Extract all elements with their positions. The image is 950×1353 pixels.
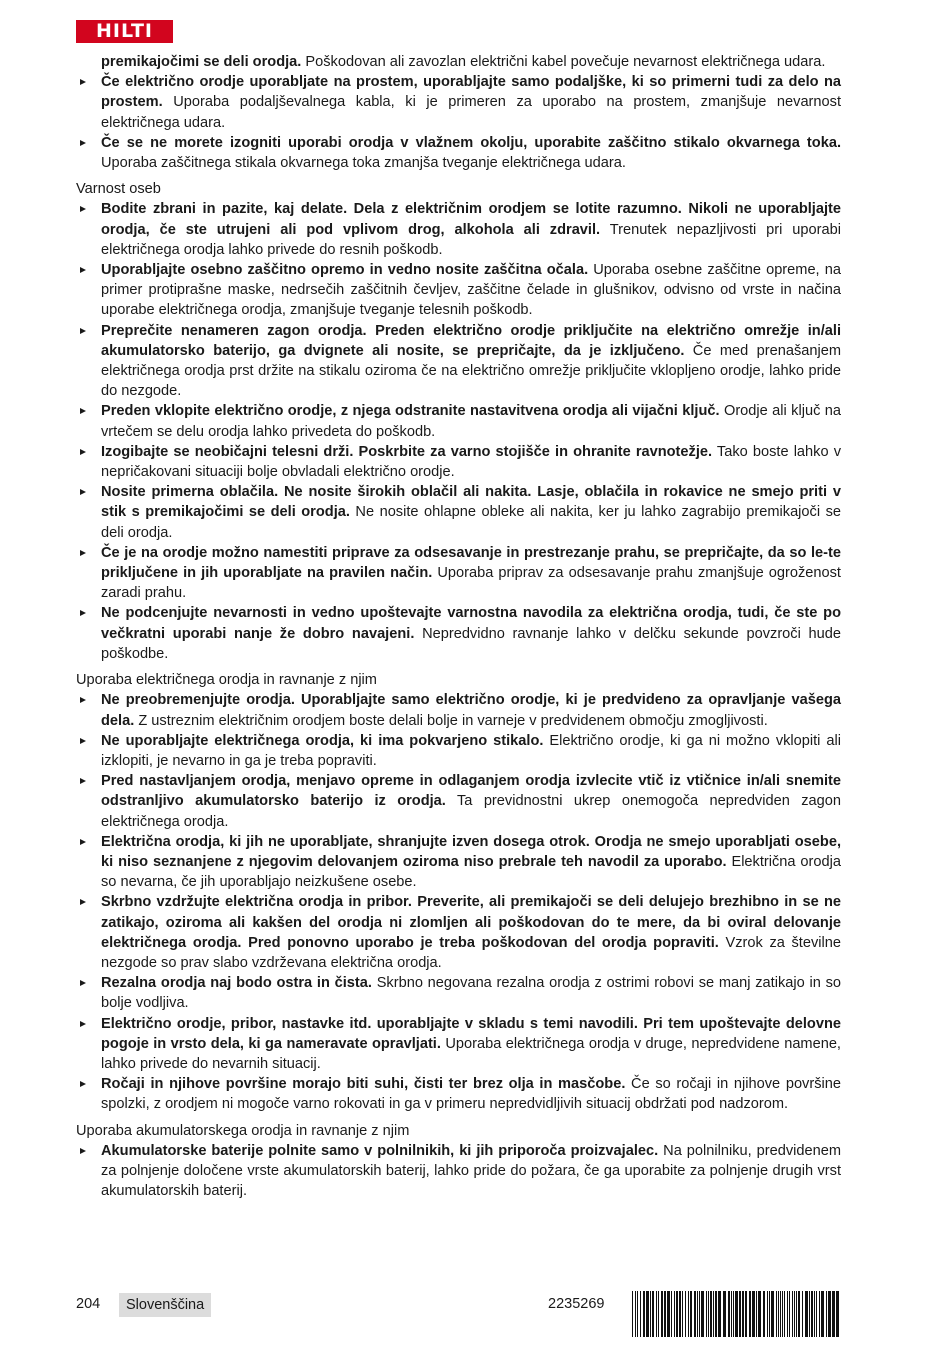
triangle-bullet-icon <box>80 778 86 784</box>
triangle-bullet-icon <box>80 697 86 703</box>
list-item: Preden vklopite električno orodje, z njega odstranite nastavitvena orodja ali vijačni ključ. Orodje ali ključ na vrtečem se delu orodja lahko privedeta do poškodb. <box>76 401 841 441</box>
list-item: Ročaji in njihove površine morajo biti suhi, čisti ter brez olja in masčobe. Če so ročaji in njihove površine spolzki, z orodjem ni mogoče varno rokovati in ga v primeru nepredvidljivih situacij obdržati pod nadzorom. <box>76 1074 841 1114</box>
list-item: Ne podcenjujte nevarnosti in vedno upoštevajte varnostna navodila za električna orodja, tudi, če ste po večkratni uporabi nanje že dobro navajeni. Nepredvidno ravnanje lahko v delčku sekunde povzroči hude poškodbe. <box>76 603 841 664</box>
section-heading: Uporaba električnega orodja in ravnanje z njim <box>76 672 377 689</box>
triangle-bullet-icon <box>80 328 86 334</box>
list-item: Pred nastavljanjem orodja, menjavo opreme in odlaganjem orodja izvlecite vtič iz vtičnice in/ali snemite odstranljivo akumulatorsko baterijo iz orodja. Ta previdnostni ukrep onemogoča nepredviden zagon električnega orodja. <box>76 771 841 832</box>
page-footer <box>0 1293 950 1333</box>
triangle-bullet-icon <box>80 79 86 85</box>
list-item: Če je na orodje možno namestiti priprave za odsesavanje in prestrezanje prahu, se prepričajte, da so le-te priključene in jih uporabljate na pravilen način. Uporaba priprav za odsesavanje prahu zmanjšuje ogroženost zaradi prahu. <box>76 543 841 604</box>
list-item: Električna orodja, ki jih ne uporabljate, shranjujte izven dosega otrok. Orodja ne smejo uporabljati osebe, ki niso seznanjene z njegovim delovanjem oziroma niso prebrale teh navodil za uporabo. Električna orodja so nevarna, če jih uporabljajo neizkušene osebe. <box>76 832 841 893</box>
triangle-bullet-icon <box>80 206 86 212</box>
triangle-bullet-icon <box>80 140 86 146</box>
triangle-bullet-icon <box>80 489 86 495</box>
hilti-logo: HILTI <box>76 20 173 43</box>
triangle-bullet-icon <box>80 449 86 455</box>
list-item: Uporabljajte osebno zaščitno opremo in vedno nosite zaščitna očala. Uporaba osebne zaščitne opreme, na primer protiprašne maske, nedrsečih zaščitnih čevljev, zaščitne čelade in glušnikov, odvisno od vrste in načina uporabe električnega orodja, zmanjšuje tveganje telesnih poškodb. <box>76 260 841 321</box>
list-item: Rezalna orodja naj bodo ostra in čista. Skrbno negovana rezalna orodja z ostrimi robovi se manj zatikajo in so bolje vodljiva. <box>76 973 841 1013</box>
list-item: Ne preobremenjujte orodja. Uporabljajte samo električno orodje, ki je predvideno za opravljanje vašega dela. Z ustreznim električnim orodjem boste delali bolje in varneje v predvidenem območju zmogljivosti. <box>76 690 841 730</box>
triangle-bullet-icon <box>80 550 86 556</box>
triangle-bullet-icon <box>80 610 86 616</box>
section-heading: Uporaba akumulatorskega orodja in ravnanje z njim <box>76 1122 410 1139</box>
triangle-bullet-icon <box>80 980 86 986</box>
continued-paragraph: premikajočimi se deli orodja. Poškodovan ali zavozlan električni kabel povečuje nevarnost električnega udara. <box>101 54 826 70</box>
triangle-bullet-icon <box>80 1148 86 1154</box>
list-item: Preprečite nenameren zagon orodja. Preden električno orodje priključite na električno omrežje in/ali akumulatorsko baterijo, ga dvignete ali nosite, se prepričajte, da je izključeno. Če med prenašanjem električnega orodja prst držite na stikalu oziroma če na električno omrežje priključite vklopljeno orodje, lahko pride do nezgode. <box>76 321 841 402</box>
list-item: Bodite zbrani in pazite, kaj delate. Dela z električnim orodjem se lotite razumno. Nikoli ne uporabljajte orodja, če ste utrujeni ali pod vplivom drog, alkohola ali zdravil. Trenutek nepazljivosti pri uporabi električnega orodja lahko privede do resnih poškodb. <box>76 199 841 260</box>
triangle-bullet-icon <box>80 1081 86 1087</box>
page-number: 204 <box>76 1296 101 1312</box>
list-item: Skrbno vzdržujte električna orodja in pribor. Preverite, ali premikajoči se deli delujejo brezhibno in se ne zatikajo, oziroma ali kakšen del orodja ni zlomljen ali poškodovan do te mere, da bi oviral delovanje električnega orodja. Pred ponovno uporabo je treba poškodovan del orodja popraviti. Vzrok za številne nezgode so prav slabo vzdrževana električna orodja. <box>76 892 841 973</box>
triangle-bullet-icon <box>80 839 86 845</box>
triangle-bullet-icon <box>80 1021 86 1027</box>
list-item: Akumulatorske baterije polnite samo v polnilnikih, ki jih priporoča proizvajalec. Na polnilniku, predvidenem za polnjenje določene vrste akumulatorskih baterij, lahko pride do požara, če ga uporabite za polnjenje drugih vrst akumulatorskih baterij. <box>76 1141 841 1202</box>
list-item: Če se ne morete izogniti uporabi orodja v vlažnem okolju, uporabite zaščitno stikalo okvarnega toka. Uporaba zaščitnega stikala okvarnega toka zmanjša tveganje električnega udara. <box>76 133 841 173</box>
triangle-bullet-icon <box>80 738 86 744</box>
document-number: 2235269 <box>548 1296 605 1312</box>
list-item: Ne uporabljajte električnega orodja, ki ima pokvarjeno stikalo. Električno orodje, ki ga ni možno vklopiti ali izklopiti, je nevarno in ga je treba popraviti. <box>76 731 841 771</box>
section-heading: Varnost oseb <box>76 181 161 198</box>
triangle-bullet-icon <box>80 899 86 905</box>
list-item: Izogibajte se neobičajni telesni drži. Poskrbite za varno stojišče in ohranite ravnotežje. Tako boste lahko v nepričakovani situaciji bolje obvladali električno orodje. <box>76 442 841 482</box>
list-item: Električno orodje, pribor, nastavke itd. uporabljajte v skladu s temi navodili. Pri tem upoštevajte delovne pogoje in vrsto dela, ki ga nameravate opravljati. Uporaba električnega orodja v druge, nepredvidene namene, lahko privede do nevarnih situacij. <box>76 1014 841 1075</box>
safety-instructions <box>76 52 841 1201</box>
triangle-bullet-icon <box>80 408 86 414</box>
language-label: Slovenščina <box>119 1293 211 1317</box>
list-item: Nosite primerna oblačila. Ne nosite širokih oblačil ali nakita. Lasje, oblačila in rokavice ne smejo priti v stik s premikajočimi se deli orodja. Ne nosite ohlapne obleke ali nakita, ker ju lahko zagrabijo premikajoči se deli orodja. <box>76 482 841 543</box>
triangle-bullet-icon <box>80 267 86 273</box>
list-item: Če električno orodje uporabljate na prostem, uporabljajte samo podaljške, ki so primerni tudi za delo na prostem. Uporaba podaljševalnega kabla, ki je primeren za uporabo na prostem, zmanjšuje nevarnost električnega udara. <box>76 72 841 133</box>
barcode-icon <box>631 1291 841 1337</box>
